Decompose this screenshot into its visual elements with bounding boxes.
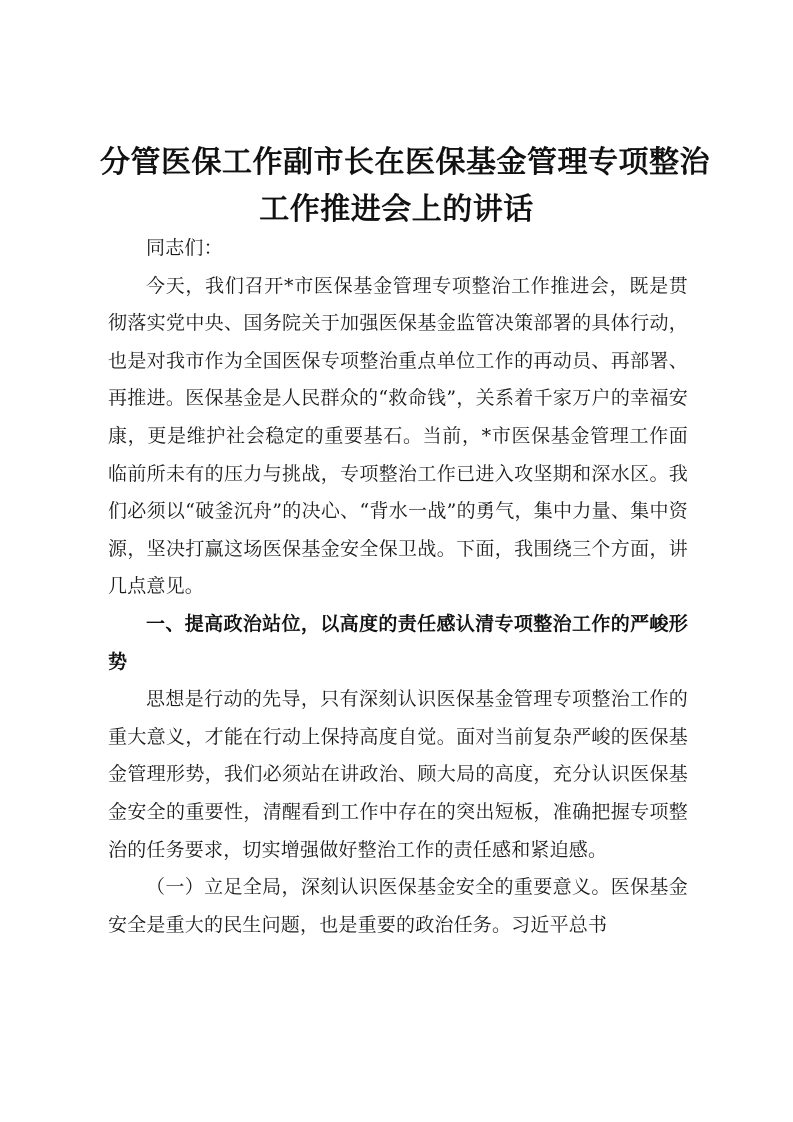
paragraph-subsection-1: （一）立足全局，深刻认识医保基金安全的重要意义。医保基金安全是重大的民生问题，也是重要的政治任务。习近平总书 (108, 876, 688, 936)
paragraph-section-1: 思想是行动的先导，只有深刻认识医保基金管理专项整治工作的重大意义，才能在行动上保持高度自觉。面对当前复杂严峻的医保基金管理形势，我们必须站在讲政治、顾大局的高度，充分认识医保基金安全的重要性，清醒看到工作中存在的突出短板，准确把握专项整治的任务要求，切实增强做好整治工作的责任感和紧迫感。 (108, 688, 688, 861)
document-title-line-2: 工作推进会上的讲话 (259, 192, 534, 227)
paragraph-intro: 今天，我们召开*市医保基金管理专项整治工作推进会，既是贯彻落实党中央、国务院关于加强医保基金监管决策部署的具体行动，也是对我市作为全国医保专项整治重点单位工作的再动员、再部署、再推进。医保基金是人民群众的“救命钱”，关系着千家万户的幸福安康，更是维护社会稳定的重要基石。当前，*市医保基金管理工作面临前所未有的压力与挑战，专项整治工作已进入攻坚期和深水区。我们必须以“破釜沉舟”的决心、“背水一战”的勇气，集中力量、集中资源，坚决打赢这场医保基金安全保卫战。下面，我围绕三个方面，讲几点意见。 (108, 274, 688, 598)
document-body (108, 230, 688, 944)
section-heading-1: 一、提高政治站位，以高度的责任感认清专项整治工作的严峻形势 (108, 612, 688, 673)
salutation: 同志们： (146, 237, 223, 259)
document-title-line-1: 分管医保工作副市长在医保基金管理专项整治 (100, 145, 710, 180)
